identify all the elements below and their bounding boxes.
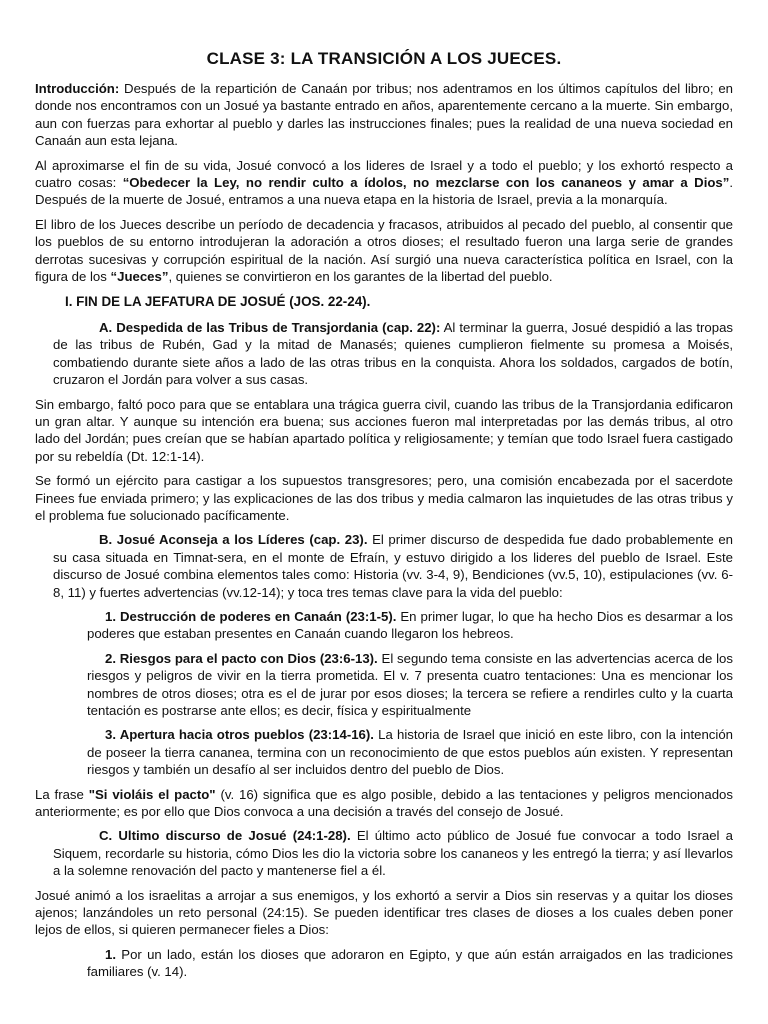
item-text: El segundo tema consiste en las advertencias acerca de los riesgos y peligros de vivir en la tierra prometida. El v. 7 presenta cuatro tentaciones: Una es mencionar los nombres de otros dioses; otra es el de jurar por esos dioses; la tercera se refiere a rendirles culto y la cuarta tentación es postrarse ante ellos; es decir, física y espiritualmente	[87, 650, 733, 718]
item-text: Por un lado, están los dioses que adoraron en Egipto, y que aún están arraigados en las tradiciones familiares (v. 14).	[87, 946, 733, 980]
item-text: En primer lugar, lo que ha hecho Dios es desarmar a los poderes que estaban presentes en Canaán cuando llegaron los hebreos.	[87, 608, 733, 642]
subsection-label: C. Ultimo discurso de Josué (24:1-28).	[99, 828, 351, 844]
paragraph-text: , quienes se convirtieron en los garantes de la libertad del pueblo.	[168, 269, 553, 285]
intro-label: Introducción:	[35, 81, 120, 96]
paragraph-covenant-phrase	[35, 786, 733, 821]
emphasis-text: “Jueces”	[110, 269, 169, 285]
paragraph-judges-book	[35, 216, 733, 286]
subsection-c	[35, 827, 733, 879]
paragraph-text: (v. 16) significa que es algo posible, debido a las tentaciones y peligros mencionados anteriormente; es por ello que Dios convoca a una decisión a través del consejo de Josué.	[35, 786, 733, 820]
subsection-b	[35, 531, 733, 601]
paragraph-army: Se formó un ejército para castigar a los supuestos transgresores; pero, una comisión encabezada por el sacerdote Finees fue enviada primero; y las explicaciones de las dos tribus y media calmaron las inquietudes de las otras tribus y el problema fue solucionado pacíficamente.	[35, 473, 733, 523]
intro-paragraph	[35, 80, 733, 150]
item-label: 1.	[105, 946, 116, 962]
paragraph-text: La frase	[35, 786, 89, 802]
paragraph-civil-war: Sin embargo, faltó poco para que se entablara una trágica guerra civil, cuando las tribus de la Transjordania edificaron un gran altar. Y aunque su intención era buena; sus acciones fueron mal interpretadas por las demás tribus, al otro lado del Jordán; pues creían que se habían apartado política y religiosamente; y temían que todo Israel fuera castigado por su rebeldía (Dt. 12:1-14).	[35, 396, 733, 464]
paragraph-exhortation	[35, 157, 733, 209]
subsection-label: B. Josué Aconseja a los Líderes (cap. 23).	[99, 532, 368, 548]
section-heading-1: I. FIN DE LA JEFATURA DE JOSUÉ (JOS. 22-24).	[65, 294, 371, 310]
subsection-label: A. Despedida de las Tribus de Transjordania (cap. 22):	[99, 319, 441, 335]
numbered-item-c1	[35, 946, 733, 981]
emphasis-text: “Obedecer la Ley, no rendir culto a ídolos, no mezclarse con los cananeos y amar a Dios”	[122, 175, 730, 191]
subsection-a	[35, 319, 733, 389]
item-label: 3. Apertura hacia otros pueblos (23:14-16).	[105, 727, 374, 743]
subsection-text: Al terminar la guerra, Josué despidió a las tropas de las tribus de Rubén, Gad y la mitad de Manasés; quienes cumplieron fielmente su promesa a Moisés, combatiendo durante siete años a lado de las otras tribus en la conquista. Ahora los soldados, cargados de botín, cruzaron el Jordán para volver a sus casas.	[53, 319, 733, 388]
paragraph-text: . Después de la muerte de Josué, entramos a una nueva etapa en la historia de Israel, previa a la monarquía.	[35, 175, 734, 208]
subsection-text: El último acto público de Josué fue convocar a todo Israel a Siquem, recordarle su historia, cómo Dios les dio la victoria sobre los cananeos y les entregó la tierra; y así llevarlos a la solemne renovación del pacto y mantenerse fiel a él.	[53, 828, 734, 879]
intro-text: Después de la repartición de Canaán por tribus; nos adentramos en los últimos capítulos del libro; en donde nos encontramos con un Josué ya bastante entrado en años, aparentemente cercano a la muerte. Sin embargo, aun con fuerzas para exhortar al pueblo y darles las instrucciones finales; pues la realidad de una nueva sociedad en Canaán aun esta lejana.	[35, 81, 733, 149]
numbered-item-3	[35, 726, 733, 778]
page-title: CLASE 3: LA TRANSICIÓN A LOS JUECES.	[206, 49, 562, 68]
paragraph-text: El libro de los Jueces describe un período de decadencia y fracasos, atribuidos al pecado del pueblo, al consentir que los pueblos de su entorno introdujeran la adoración a otros dioses; el resultado fueron una larga serie de grandes derrotas sucesivas y corrupción espiritual de la nación. Así surgió una nueva característica política en Israel, con la figura de los	[35, 216, 733, 285]
item-label: 2. Riesgos para el pacto con Dios (23:6-13).	[105, 650, 378, 666]
emphasis-text: "Si violáis el pacto"	[88, 786, 216, 802]
paragraph-joshua-exhorts: Josué animó a los israelitas a arrojar a sus enemigos, y los exhortó a servir a Dios sin reservas y a quitar los dioses ajenos; lanzándoles un reto personal (24:15). Se pueden identificar tres clases de dioses a los cuales deben poner lejos de ellos, si quieren permanecer fieles a Dios:	[35, 887, 733, 938]
subsection-text: El primer discurso de despedida fue dado probablemente en su casa situada en Timnat-sera, en el monte de Efraín, y estuvo dirigido a los lideres del pueblo de Israel. Este discurso de Josué combina elementos tales como: Historia (vv. 3-4, 9), Bendiciones (vv.5, 10), estipulaciones (vv. 6-8, 11) y fuertes advertencias (vv.12-14); y toca tres temas clave para la vida del pueblo:	[53, 532, 733, 600]
document-body	[35, 80, 733, 988]
item-label: 1. Destrucción de poderes en Canaán (23:1-5).	[105, 608, 397, 624]
numbered-item-1	[35, 608, 733, 643]
paragraph-text: Al aproximarse el fin de su vida, Josué convocó a los lideres de Israel y a todo el pueblo; y los exhortó respecto a cuatro cosas:	[35, 157, 733, 191]
numbered-item-2	[35, 650, 733, 720]
item-text: La historia de Israel que inició en este libro, con la intención de poseer la tierra cananea, termina con un reconocimiento de que estos pueblos aún existen. Y representan riesgos y también un desafío al ser incluidos dentro del pueblo de Dios.	[87, 727, 733, 778]
